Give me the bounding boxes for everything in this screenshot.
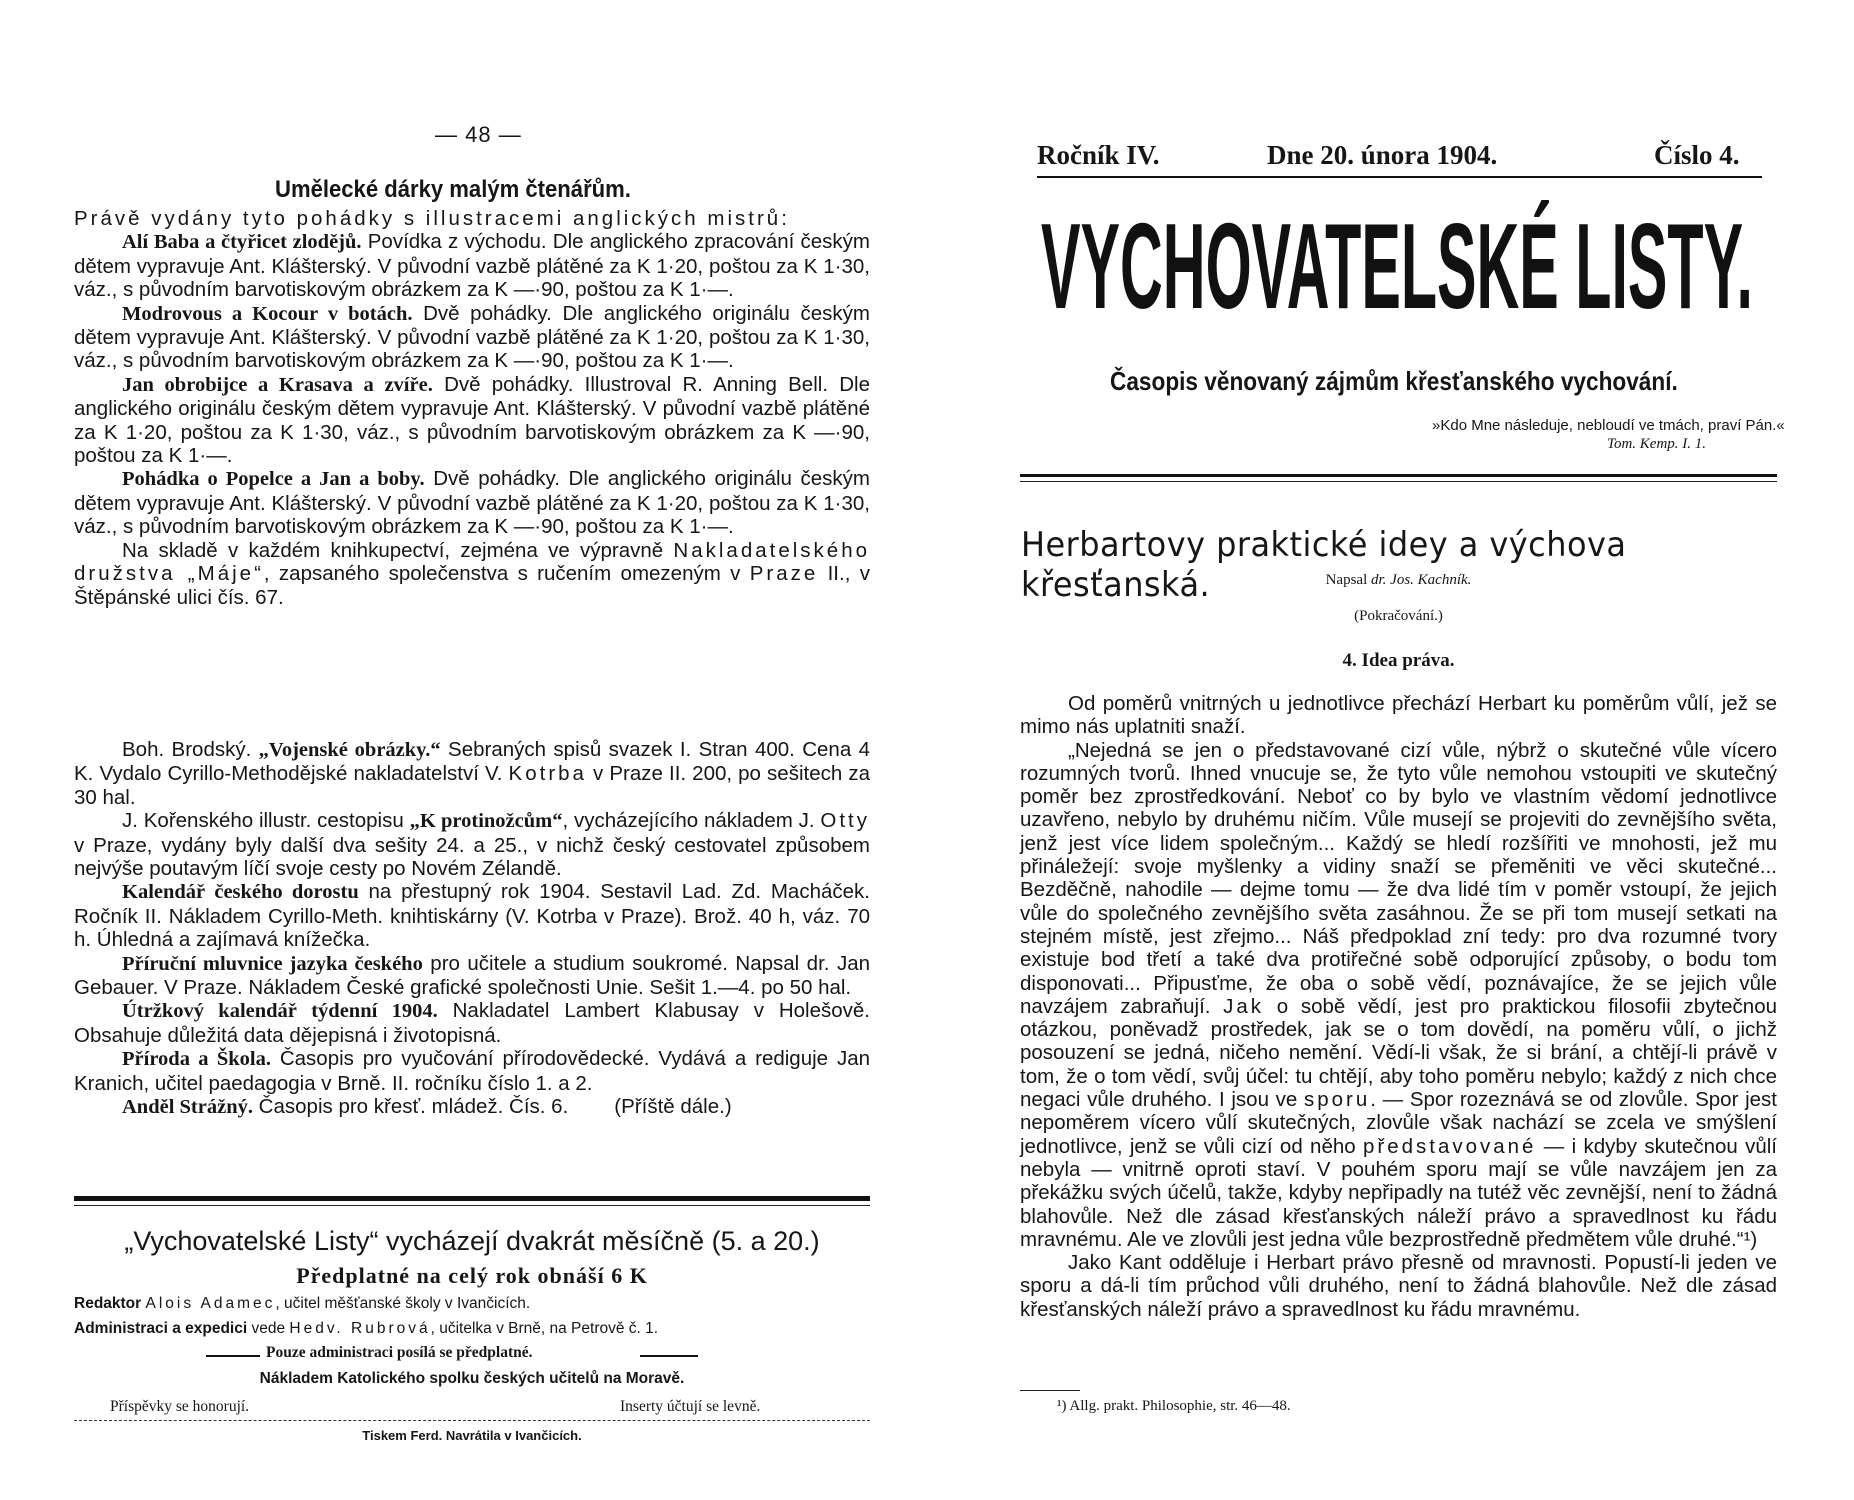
printer-line: Tiskem Ferd. Navrátila v Ivančicích. <box>362 1428 582 1443</box>
publication-notice: „Vychovatelské Listy“ vycházejí dvakrát měsíčně (5. a 20.) <box>124 1226 820 1256</box>
entry-jan-obrobijce: Jan obrobijce a Krasava a zvíře. Dvě pohádky. Illustroval R. Anning Bell. Dle anglického originálu českým dětem vypravuje Ant. Klášterský. V původní vazbě plátěné za K 1·20, poštou za K 1·30, váz., s původním barvotiskovým obrázkem za K —·90, poštou za K 1·—. <box>74 372 871 468</box>
entry-popelka: Pohádka o Popelce a Jan a boby. Dvě pohádky. Dle anglického originálu českým dětem vypravuje Ant. Klášterský. V původní vazbě plátěné za K 1·20, poštou za K 1·30, váz., s původním barvotiskovým obrázkem za K —·90, poštou za K 1·—. <box>74 467 870 539</box>
book-announcements <box>74 207 870 609</box>
store-note: Na skladě v každém knihkupectví, zejména ve výpravně Nakladatelského družstva „Máje“, zapsaného společenstva s ručením omezeným v Praze II., v Štěpánské ulici čís. 67. <box>74 538 870 609</box>
review-andel-strazny: Anděl Strážný. Časopis pro křesť. mládež. Čís. 6. (Příště dále.) <box>122 1095 732 1119</box>
byline: Napsal dr. Jos. Kachník. <box>1325 572 1472 588</box>
review-k-protinozcum: J. Kořenského illustr. cestopisu „K protinožcům“, vycházejícího nákladem J. Otty v Praze, vydány byly další dva sešity 24. a 25., v nichž český cestovatel způsobem nejvýše poutavým líčí svoje cesty po Novém Zélandě. <box>74 809 870 881</box>
motto-source: Tom. Kemp. I. 1. <box>1607 436 1707 452</box>
admin-line: Administraci a expedici vede Hedv. Rubrová, učitelka v Brně, na Petrově č. 1. <box>74 1320 659 1337</box>
editor-line: Redaktor Alois Adamec, učitel měšťanské školy v Ivančicích. <box>74 1295 531 1312</box>
review-mluvnice: Příruční mluvnice jazyka českého pro učitele a studium soukromé. Napsal dr. Jan Gebauer. V Praze. Nákladem České grafické společnosti Unie. Sešit 1.—4. po 50 hal. <box>74 951 870 1000</box>
section-heading: Umělecké dárky malým čtenářům. <box>275 176 631 203</box>
title-rule-thin <box>1020 481 1777 482</box>
divider-thick <box>74 1196 870 1201</box>
review-kalendar-dorostu: Kalendář českého dorostu na přestupný rok 1904. Sestavil Lad. Zd. Macháček. Ročník II. Nákladem Cyrillo-Meth. knihtiskárny (V. Kotrba v Praze). Brož. 40 h, váz. 70 h. Úhledná a zajímavá knížečka. <box>74 880 870 952</box>
admin-only-note: Pouze administraci posílá se předplatné. <box>266 1344 533 1361</box>
footer-rule <box>74 1420 870 1421</box>
publisher-line: Nákladem Katolického spolku českých učitelů na Moravě. <box>259 1370 685 1387</box>
footnote-rule <box>1020 1390 1080 1391</box>
right-page <box>927 0 1854 1500</box>
continued-note: (Pokračování.) <box>1354 608 1443 624</box>
subscription-price: Předplatné na celý rok obnáší 6 K <box>296 1263 648 1288</box>
section-title: 4. Idea práva. <box>1342 650 1455 671</box>
entry-modrovous: Modrovous a Kocour v botách. Dvě pohádky. Dle anglického originálu českým dětem vypravuje Ant. Klášterský. V původní vazbě plátěné za K 1·20, poštou za K 1·30, váz., s původním barvotiskovým obrázkem za K —·90, poštou za K 1·—. <box>74 301 871 373</box>
issue-number: Číslo 4. <box>1654 140 1740 170</box>
rule-right <box>640 1355 698 1357</box>
motto: »Kdo Mne následuje, nebloudí ve tmách, praví Pán.« <box>1432 417 1785 434</box>
intro-line: Právě vydány tyto pohádky s illustracemi anglických mistrů: <box>74 207 790 230</box>
divider-thin <box>74 1205 870 1206</box>
masthead-logo <box>1037 190 1757 330</box>
contributions-note: Příspěvky se honorují. <box>110 1398 250 1415</box>
article-title: Herbartovy praktické idey a výchova křesťanská. <box>1021 525 1627 605</box>
rule-left <box>206 1355 260 1357</box>
masthead-text: VYCHOVATELSKÉ LISTY. <box>1041 198 1753 330</box>
header-rule <box>1037 176 1762 178</box>
review-utrzkovy-kalendar: Útržkový kalendář týdenní 1904. Nakladatel Lambert Klabusay v Holešově. Obsahuje důležitá data dějepisná i životopisná. <box>74 999 870 1047</box>
entry-ali-baba: Alí Baba a čtyřicet zlodějů. Povídka z východu. Dle anglického zpracování českým dětem vypravuje Ant. Klášterský. V původní vazbě plátěné za K 1·20, poštou za K 1·30, váz., s původním barvotiskovým obrázkem za K —·90, poštou za K 1·—. <box>74 230 870 302</box>
page-number: — 48 — <box>435 122 522 147</box>
footnote: ¹) Allg. prakt. Philosophie, str. 46—48. <box>1057 1398 1291 1414</box>
issue-date: Dne 20. února 1904. <box>1267 140 1498 170</box>
reviews-list <box>74 738 870 1120</box>
paragraph-3: Jako Kant odděluje i Herbart právo přesně od mravnosti. Popustí-li jeden ve sporu a dá-li tím průchod vůli druhého, není to žádná blahovůle. Než dle zásad křesťanských náleží právo a spravedlnost ku řádu mravnému. <box>1020 1251 1777 1321</box>
ads-note: Inserty účtují se levně. <box>620 1398 761 1415</box>
journal-subtitle: Časopis věnovaný zájmům křesťanského vychování. <box>1110 366 1678 396</box>
review-vojenske-obrazky: Boh. Brodský. „Vojenské obrázky.“ Sebraných spisů svazek I. Stran 400. Cena 4 K. Vydalo Cyrillo-Methodějské nakladatelství V. Kotrba v Praze II. 200, po sešitech za 30 hal. <box>74 738 870 809</box>
review-priroda-skola: Příroda a Škola. Časopis pro vyučování přírodovědecké. Vydává a rediguje Jan Kranich, učitel paedagogia v Brně. II. ročníku číslo 1. a 2. <box>74 1047 870 1095</box>
paragraph-1: Od poměrů vnitrných u jednotlivce přechází Herbart ku poměrům vůlí, jež se mimo nás uplatniti snaží. <box>1020 692 1777 739</box>
title-rule-thick <box>1020 474 1777 477</box>
volume-label: Ročník IV. <box>1037 140 1160 170</box>
paragraph-2: „Nejedná se jen o představované cizí vůle, nýbrž o skutečné vůle vícero rozumných tvorů. Ihned vnucuje se, že tyto vůle nemohou vstoupiti ve skutečný poměr bez zprostředkování. Neboť co by bylo ve vlastním vědomí jednotlivce uzavřeno, nebylo by druhému ničím. Vůle musejí se projeviti do zevnějšího světa, jenž jest více lidem společným... Každý se hledí rozšířiti ve mnohosti, jež mu přináležejí: svoje myšlenky a vidiny snaží se přeměniti ve věci skutečné... Bezděčně, nahodile — dejme tomu — že dva lidé tím v poměr vstoupí, že jejich vůle do společného zevnějšího světa zasáhnou. Že se při tom musejí setkati na stejném místě, jest zřejmo... Náš předpoklad zní tedy: pro dva rozumné tvory existuje bod třetí a také dva protiřečné sobě odporující způsoby, o bodu tom disponovati... Připusťme, že oba o sobě vědí, poznávajíce, že se jejich vůle navzájem zabraňují. Jak o sobě vědí, jest pro praktickou filosofii zbytečnou otázkou, poněvadž prostředek, jak se o tom dovědí, na poměru vůlí, o jichž posouzení se jedná, ničeho nemění. Vědí-li však, že si brání, a chtějí-li právě v tom, že o tom vědí, svůj účel: tu chtějí, aby toho poměru nebylo; každý z nich chce negaci vůle druhého. I jsou ve sporu. — Spor rozeznává se od zlovůle. Spor jest nepoměrem vícero vůlí skutečných, zlovůle však nachází se zcela ve smýšlení jednotlivce, jenž se vůli cizí od něho představované — i kdyby skutečnou vůlí nebyla — vnitrně oproti staví. V pouhém sporu mají se vůle navzájem jen za překážku svých účelů, takže, kdyby nepřipadly na tutéž věc zevnější, není to žádná blahovůle. Než dle zásad křesťanských náleží právo a spravedlnost ku řádu mravnému. Ale ve zlovůli jest jedna vůle bezprostředně předmětem vůle druhé.“¹) <box>1020 738 1778 1251</box>
article-body <box>1020 692 1777 1321</box>
